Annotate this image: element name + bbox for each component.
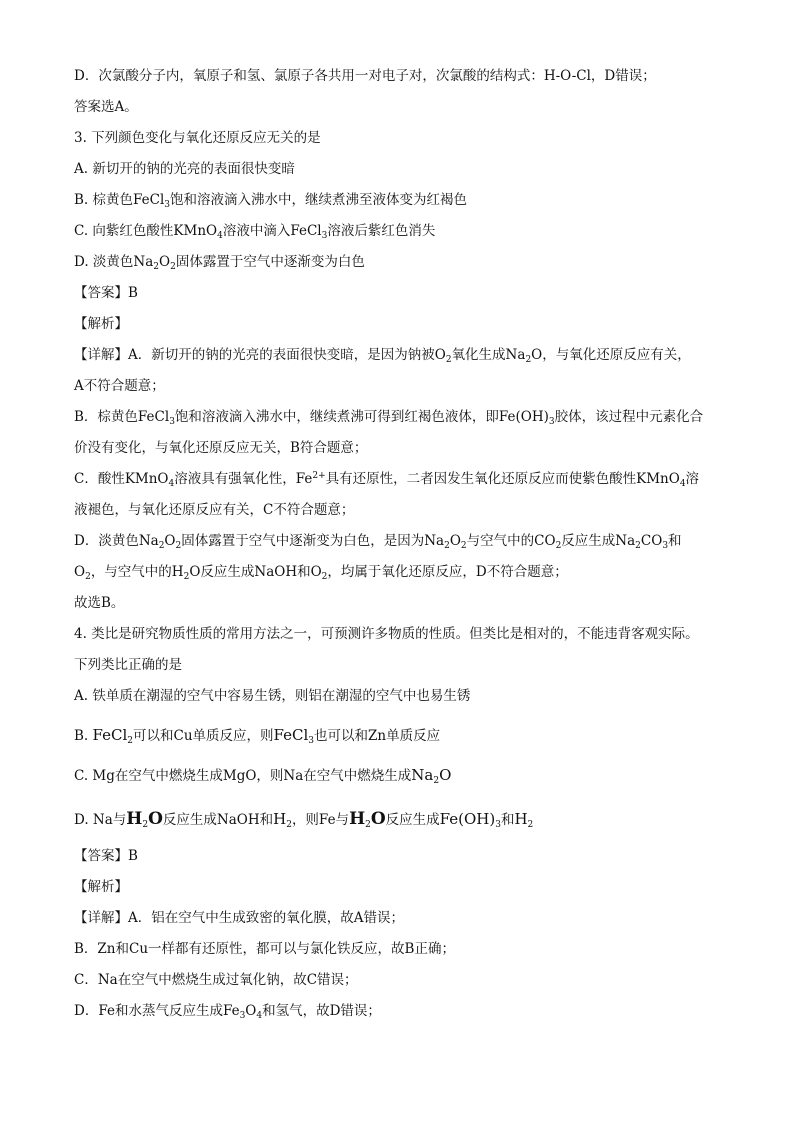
q4-detail-c: C．Na在空气中燃烧生成过氧化钠，故C错误； <box>74 972 358 988</box>
q3-stem: 3. 下列颜色变化与氧化还原反应无关的是 <box>74 130 321 146</box>
q3-detail-d-cont: $O_2$，与空气中的$H_2O$反应生成NaOH和$O_2$，均属于氧化还原反应，D不符合题意； <box>74 564 568 582</box>
q3-detail-a: 【详解】A．新切开的钠的光亮的表面很快变暗，是因为钠被$O_2$氧化生成$Na_2O$，与氧化还原反应有关， <box>74 347 691 365</box>
q4-option-d: D. Na与$H_2O$反应生成NaOH和$H_2$，则Fe与$H_2O$反应生成$Fe(OH)_3$和$H_2$ <box>74 809 534 830</box>
q4-answer: 【答案】B <box>74 848 138 864</box>
q3-detail-b: B．棕黄色FeCl$_3$饱和溶液滴入沸水中，继续煮沸可得到红褐色液体，即$Fe(OH)_3$胶体，该过程中元素化合 <box>74 409 704 427</box>
q3-detail-b-cont: 价没有变化，与氧化还原反应无关，B符合题意； <box>74 440 368 456</box>
q3-option-b: B. 棕黄色FeCl$_3$饱和溶液滴入沸水中，继续煮沸至液体变为红褐色 <box>74 192 468 210</box>
q4-option-c: C. Mg在空气中燃烧生成MgO，则Na在空气中燃烧生成$Na_2O$ <box>74 766 452 786</box>
q4-stem-line2: 下列类比正确的是 <box>74 657 182 673</box>
q4-option-b: B. FeCl$_2$可以和Cu单质反应，则FeCl$_3$也可以和Zn单质反应 <box>74 726 441 746</box>
q3-option-d: D. 淡黄色$Na_2O_2$固体露置于空气中逐渐变为白色 <box>74 254 365 272</box>
q2-answer-selection: 答案选A。 <box>74 99 138 115</box>
q3-detail-c: C．酸性KMnO$_4$溶液具有强氧化性，$Fe^{2+}$具有还原性，二者因发生氧化还原反应而使紫色酸性KMnO$_4$溶 <box>74 471 700 489</box>
q4-detail-a: 【详解】A．铝在空气中生成致密的氧化膜，故A错误； <box>74 910 404 926</box>
q3-answer: 【答案】B <box>74 285 138 301</box>
q3-detail-d: D．淡黄色$Na_2O_2$固体露置于空气中逐渐变为白色，是因为$Na_2O_2$与空气中的$CO_2$反应生成$Na_2CO_3$和 <box>74 533 682 551</box>
q4-stem-line1: 4. 类比是研究物质性质的常用方法之一，可预测许多物质的性质。但类比是相对的，不能违背客观实际。 <box>74 626 699 642</box>
q3-analysis-heading: 【解析】 <box>74 316 128 332</box>
q4-detail-b: B．Zn和Cu一样都有还原性，都可以与氯化铁反应，故B正确； <box>74 941 455 957</box>
q2-option-d-explanation: D．次氯酸分子内，氧原子和氢、氯原子各共用一对电子对，次氯酸的结构式：H-O-Cl，D错误； <box>74 68 656 84</box>
q3-detail-c-cont: 液褪色，与氧化还原反应有关，C不符合题意； <box>74 502 355 518</box>
q4-detail-d: D．Fe和水蒸气反应生成$Fe_3O_4$和氢气，故D错误； <box>74 1003 381 1021</box>
q4-option-a: A. 铁单质在潮湿的空气中容易生锈，则铝在潮湿的空气中也易生锈 <box>74 688 471 704</box>
q3-conclusion: 故选B。 <box>74 595 125 611</box>
q4-analysis-heading: 【解析】 <box>74 879 128 895</box>
q3-detail-a-cont: A不符合题意； <box>74 378 165 394</box>
q3-option-a: A. 新切开的钠的光亮的表面很快变暗 <box>74 161 295 177</box>
q3-option-c: C. 向紫红色酸性KMnO$_4$溶液中滴入FeCl$_3$溶液后紫红色消失 <box>74 223 436 241</box>
